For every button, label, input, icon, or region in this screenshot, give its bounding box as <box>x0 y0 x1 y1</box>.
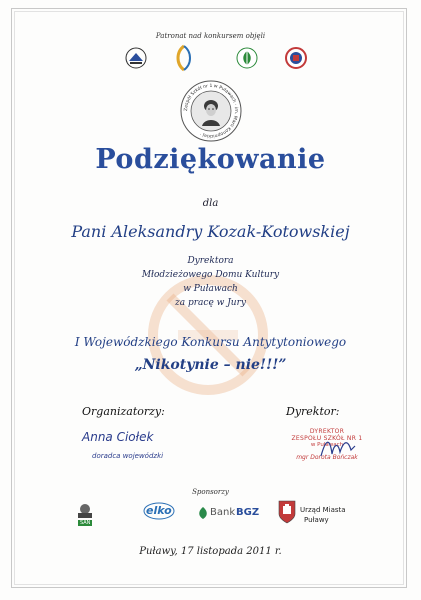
svg-text:Zespół Szkół nr 1 w Puławach ·: Zespół Szkół nr 1 w Puławach · im. Marii Konopnickiej · <box>183 83 239 139</box>
recipient-name: Pani Aleksandry Kozak-Kotowskiej <box>71 222 350 241</box>
school-medal-icon <box>180 80 242 142</box>
contest-motto: „Nikotynie – nie!!!” <box>134 357 287 373</box>
sponsor-1-label: SAN <box>80 520 91 526</box>
sponsor-4-label-line: Urząd Miasta <box>300 506 346 514</box>
stamp-name: mgr Dorota Bończak <box>296 454 358 461</box>
issue-date: Puławy, 17 listopada 2011 r. <box>139 546 282 557</box>
organizers-label: Organizatorzy: <box>82 405 165 418</box>
recipient-role-line: w Puławach <box>183 284 238 294</box>
sponsor-2-swoosh-icon <box>142 501 176 521</box>
patron-logos <box>0 46 421 72</box>
recipient-role-line: Młodzieżowego Domu Kultury <box>141 270 280 280</box>
director-label: Dyrektor: <box>286 405 340 418</box>
certificate-title: Podziękowanie <box>95 144 326 175</box>
organizer-signature-note: doradca wojewódzki <box>92 452 164 460</box>
recipient-role-line: za pracę w Jury <box>175 298 246 308</box>
sponsor-4-coat-of-arms-icon <box>278 500 296 524</box>
sponsor-logos <box>0 500 421 530</box>
sponsor-1-icon <box>74 502 96 520</box>
sponsor-3-suffix: BGZ <box>236 507 260 518</box>
recipient-role-line: Dyrektora <box>187 256 234 266</box>
sponsor-2-label: elko <box>146 504 172 517</box>
patronat-label: Patronat nad konkursem objęli <box>155 32 266 40</box>
patron-logo-4-icon <box>284 46 308 70</box>
sponsor-4-label-line: Puławy <box>304 516 329 524</box>
director-signature-icon <box>318 436 358 462</box>
sponsor-3-prefix: Bank <box>210 507 236 518</box>
sponsors-label: Sponsorzy <box>192 488 229 496</box>
contest-name: I Wojewódzkiego Konkursu Antytytoniowego <box>74 335 347 349</box>
stamp-line: w Puławach <box>310 442 344 448</box>
patron-logo-2-icon <box>174 44 194 72</box>
stamp-line: DYREKTOR <box>309 428 345 435</box>
sponsor-3-leaf-icon <box>198 506 208 520</box>
stamp-line: ZESPOŁU SZKÓŁ NR 1 <box>291 435 363 442</box>
patron-logo-3-icon <box>235 46 259 70</box>
sponsor-4-label <box>300 505 346 525</box>
patron-logo-1-icon <box>124 46 148 70</box>
organizer-signature: Anna Ciołek <box>82 430 154 444</box>
for-label: dla <box>202 198 219 209</box>
